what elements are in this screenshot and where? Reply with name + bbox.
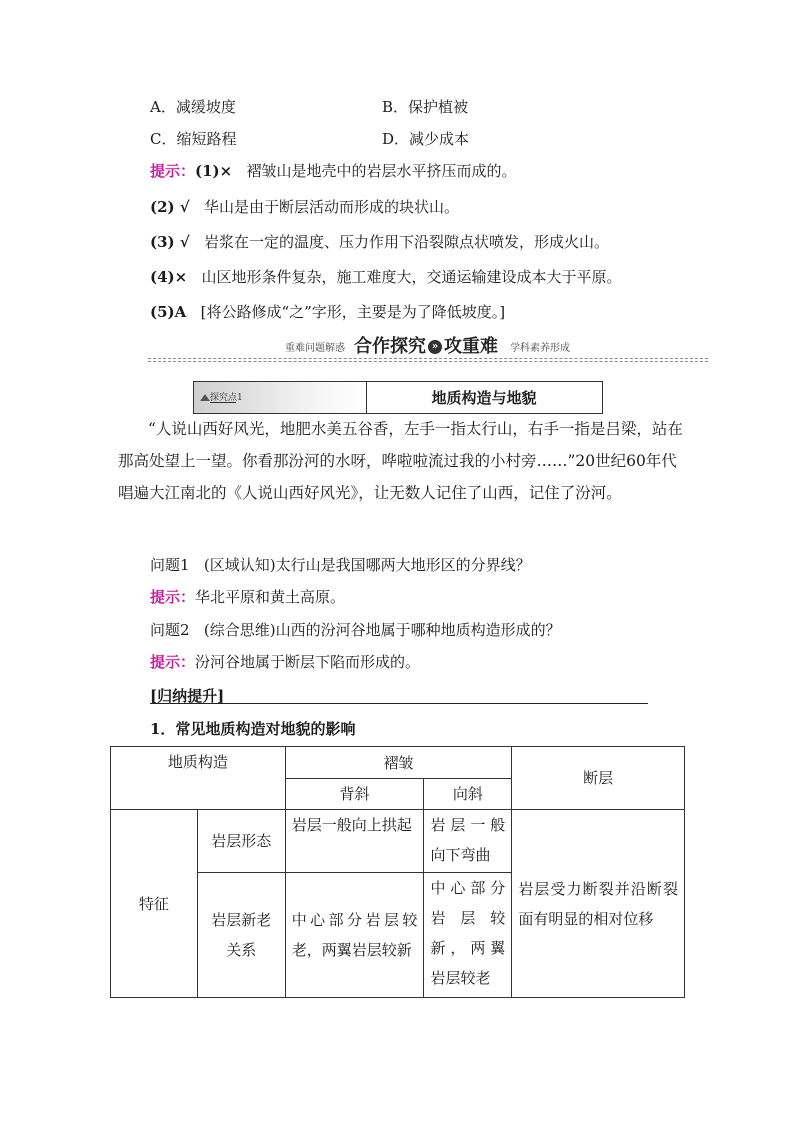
banner-divider (148, 358, 708, 359)
knowledge-point-box (193, 381, 603, 414)
banner-title-a: 合作探究 (354, 336, 426, 357)
knowledge-point-tag: 探究点1 (210, 393, 243, 403)
summary-underline (150, 703, 648, 704)
header-fault: 断层 (512, 747, 685, 810)
hint-text: 汾河谷地属于断层下陷而形成的。 (195, 653, 421, 671)
hint-label: 提示： (150, 653, 196, 671)
answer-text: 山区地形条件复杂，施工难度大，交通运输建设成本大于平原。 (201, 268, 622, 286)
answer-1 (150, 160, 517, 181)
banner-left-text: 重难问题解惑 (285, 343, 345, 354)
double-chevron-icon: » (428, 340, 442, 354)
banner-title (352, 336, 500, 358)
triangle-icon (200, 394, 210, 401)
question-text: (区域认知)太行山是我国哪两大地形区的分界线？ (203, 556, 531, 574)
header-structure: 地质构造 (111, 747, 286, 810)
cell-syncline-shape: 岩层一般向下弯曲 (424, 810, 512, 873)
answer-4 (150, 266, 622, 287)
question-1-hint (150, 586, 345, 607)
answer-text: 岩浆在一定的温度、压力作用下沿裂隙点状喷发，形成火山。 (204, 233, 610, 251)
header-anticline: 背斜 (285, 779, 424, 810)
row-label-shape: 岩层形态 (197, 810, 285, 873)
tag-underline (210, 402, 236, 403)
knowledge-point-title: 地质构造与地貌 (431, 389, 537, 407)
question-2 (150, 619, 561, 640)
cell-fault-feature: 岩层受力断裂并沿断裂面有明显的相对位移 (512, 810, 685, 998)
option-b: B．保护植被 (382, 98, 469, 116)
cell-syncline-age: 中心部分岩层较新，两翼岩层较老 (424, 873, 512, 998)
row-label-age: 岩层新老关系 (197, 873, 285, 998)
answer-mark: (5)A (150, 303, 187, 321)
option-a: A．减缓坡度 (150, 98, 236, 116)
banner-right-text: 学科素养形成 (510, 343, 570, 354)
question-text: (综合思维)山西的汾河谷地属于哪种地质构造形成的？ (203, 621, 561, 639)
answer-text: [将公路修成“之”字形，主要是为了降低坡度。] (200, 303, 506, 321)
header-fold: 褶皱 (285, 747, 512, 779)
answer-text: 华山是由于断层活动而形成的块状山。 (204, 198, 460, 216)
answer-3 (150, 231, 609, 252)
answer-text: 褶皱山是地壳中的岩层水平挤压而成的。 (246, 162, 517, 180)
summary-heading: [归纳提升] (150, 687, 225, 705)
hint-text: 华北平原和黄土高原。 (195, 588, 346, 606)
question-1 (150, 554, 531, 575)
feature-label: 特征 (111, 810, 198, 998)
question-label: 问题2 (150, 621, 190, 639)
intro-paragraph: “人说山西好风光，地肥水美五谷香，左手一指太行山，右手一指是吕梁，站在那高处望上一望。你看那汾河的水呀，哗啦啦流过我的小村旁……”20世纪60年代唱遍大江南北的《人说山西好风光》，让无数人记住了山西，记住了汾河。 (118, 420, 683, 502)
banner-title-b: 攻重难 (444, 336, 498, 357)
knowledge-point-tag-cell (194, 382, 367, 413)
geology-table (110, 746, 685, 998)
answer-mark: (4)× (150, 268, 188, 286)
option-c: C．缩短路程 (150, 130, 237, 148)
answer-mark: (3) √ (150, 233, 190, 251)
question-2-hint (150, 651, 420, 672)
answer-mark: (1)× (195, 162, 233, 180)
question-label: 问题1 (150, 556, 190, 574)
answer-mark: (2) √ (150, 198, 190, 216)
hint-label: 提示： (150, 162, 196, 180)
option-d: D．减少成本 (382, 130, 470, 148)
cell-anticline-age: 中心部分岩层较老，两翼岩层较新 (285, 873, 424, 998)
header-syncline: 向斜 (424, 779, 512, 810)
cell-anticline-shape: 岩层一般向上拱起 (285, 810, 424, 873)
answer-5 (150, 301, 505, 322)
section-title: 1．常见地质构造对地貌的影响 (150, 720, 356, 738)
hint-label: 提示： (150, 588, 196, 606)
banner-divider (148, 361, 708, 362)
answer-2 (150, 196, 459, 217)
